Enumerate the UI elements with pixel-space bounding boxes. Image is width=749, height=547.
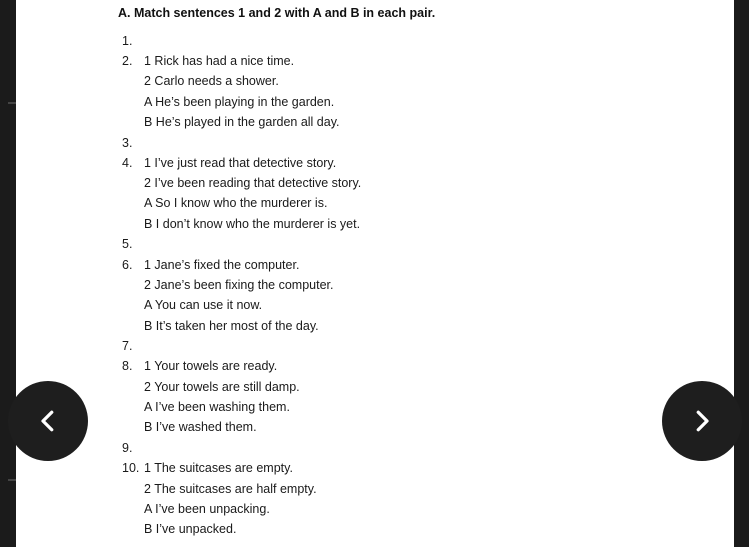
item-number: 10. [122, 461, 140, 475]
sentence-2: 2 Your towels are still damp. [144, 380, 300, 394]
chevron-right-icon [687, 406, 717, 436]
edge-marker [8, 479, 16, 481]
item-number: 7. [122, 339, 133, 353]
previous-button[interactable] [8, 381, 88, 461]
sentence-2: 2 I’ve been reading that detective story. [144, 176, 362, 190]
sentence-2: 2 The suitcases are half empty. [144, 482, 317, 496]
sentence-a: A He’s been playing in the garden. [144, 95, 335, 109]
item-number: 4. [122, 156, 133, 170]
sentence-a: A I’ve been unpacking. [144, 502, 270, 516]
sentence-2: 2 Carlo needs a shower. [144, 74, 279, 88]
item-number: 1. [122, 34, 133, 48]
sentence-b: B I don’t know who the murderer is yet. [144, 217, 361, 231]
item-number: 8. [122, 359, 133, 373]
sentence-a: A You can use it now. [144, 298, 263, 312]
sentence-1: 1 Rick has had a nice time. [144, 54, 295, 68]
sentence-2: 2 Jane’s been fixing the computer. [144, 278, 334, 292]
item-number: 5. [122, 237, 133, 251]
item-number: 2. [122, 54, 133, 68]
sentence-b: B I’ve washed them. [144, 420, 257, 434]
exercise-heading: A. Match sentences 1 and 2 with A and B in each pair. [118, 6, 436, 20]
next-button[interactable] [662, 381, 742, 461]
sentence-b: B I’ve unpacked. [144, 522, 237, 536]
sentence-b: B He’s played in the garden all day. [144, 115, 340, 129]
sentence-1: 1 The suitcases are empty. [144, 461, 293, 475]
sentence-b: B It’s taken her most of the day. [144, 319, 319, 333]
sentence-a: A So I know who the murderer is. [144, 196, 328, 210]
item-number: 9. [122, 441, 133, 455]
sentence-a: A I’ve been washing them. [144, 400, 290, 414]
sentence-1: 1 I’ve just read that detective story. [144, 156, 337, 170]
chevron-left-icon [33, 406, 63, 436]
document-page [16, 0, 734, 547]
sentence-1: 1 Jane’s fixed the computer. [144, 258, 300, 272]
item-number: 3. [122, 136, 133, 150]
sentence-1: 1 Your towels are ready. [144, 359, 278, 373]
item-number: 6. [122, 258, 133, 272]
edge-marker [8, 102, 16, 104]
